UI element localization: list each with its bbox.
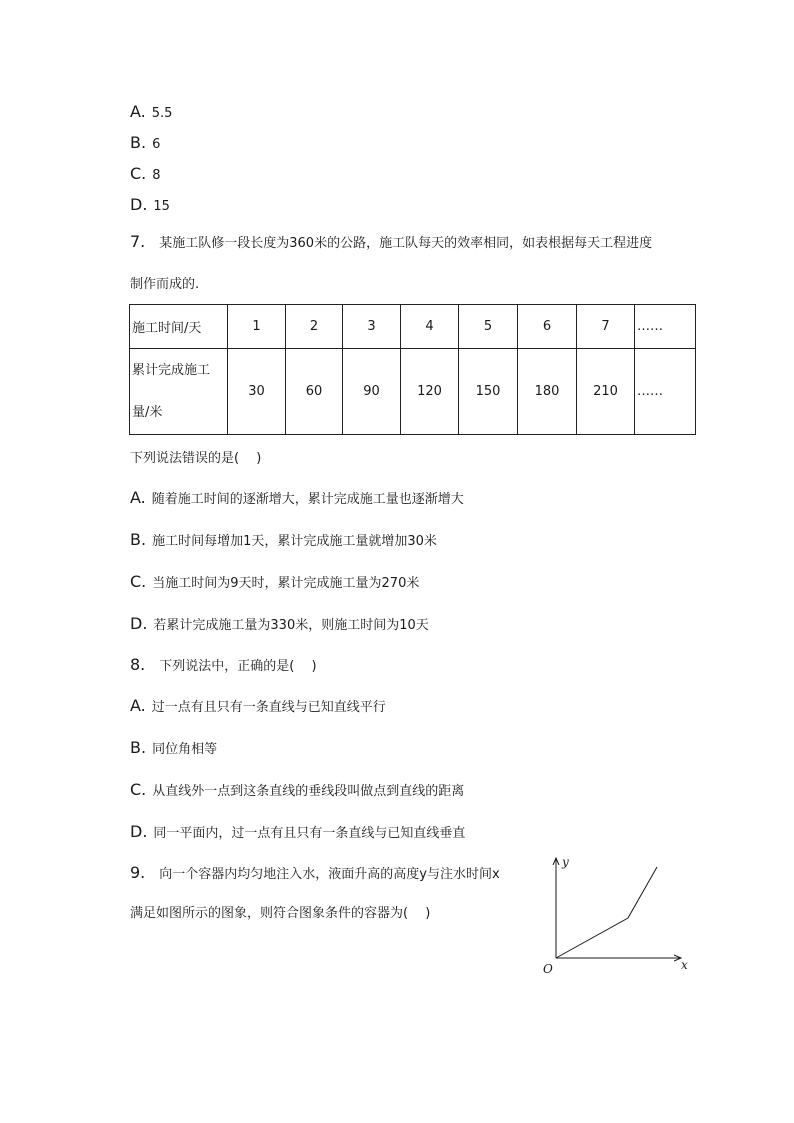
q7-option-a (130, 490, 464, 508)
y-axis-label: y (562, 855, 569, 869)
table-cell: 5 (459, 305, 518, 349)
q7-stem-line1 (130, 233, 652, 253)
option-letter: D. (130, 195, 148, 214)
q6-option-d (130, 197, 170, 215)
option-text: 15 (153, 199, 170, 214)
question-text: 向一个容器内均匀地注入水，液面升高的高度y与注水时间x (159, 867, 500, 882)
option-text: 同位角相等 (152, 742, 218, 757)
question-number: 9. (130, 863, 146, 882)
construction-table (129, 304, 696, 435)
question-text: 某施工队修一段长度为360米的公路，施工队每天的效率相同，如表根据每天工程进度 (159, 236, 653, 251)
option-letter: A. (130, 102, 146, 121)
option-letter: B. (130, 530, 147, 549)
table-cell: 6 (518, 305, 577, 349)
option-text: 5.5 (151, 106, 173, 121)
table-cell: 1 (228, 305, 286, 349)
option-text: 从直线外一点到这条直线的垂线段叫做点到直线的距离 (152, 784, 465, 799)
table-cell: 90 (343, 349, 401, 435)
table-cell: …… (635, 349, 696, 435)
q9-stem-line1 (130, 864, 500, 884)
table-cell: 180 (518, 349, 577, 435)
question-number: 8. (130, 655, 146, 674)
water-level-graph (535, 852, 695, 982)
origin-label: O (543, 962, 553, 976)
option-text: 同一平面内，过一点有且只有一条直线与已知直线垂直 (153, 826, 466, 841)
option-letter: D. (130, 614, 148, 633)
option-letter: C. (130, 780, 147, 799)
q8-option-a (130, 698, 386, 716)
header-line: 量/米 (132, 404, 163, 420)
option-text: 随着施工时间的逐渐增大，累计完成施工量也逐渐增大 (151, 492, 464, 507)
q7-option-d (130, 616, 429, 634)
x-axis-label: x (681, 958, 688, 972)
q6-option-c (130, 166, 161, 184)
q9-stem-line2: 满足如图所示的图象，则符合图象条件的容器为( ) (130, 906, 431, 921)
option-text: 施工时间每增加1天，累计完成施工量就增加30米 (152, 534, 437, 549)
option-text: 若累计完成施工量为330米，则施工时间为10天 (153, 618, 429, 633)
q7-option-c (130, 574, 419, 592)
table-cell: 150 (459, 349, 518, 435)
table-cell: 30 (228, 349, 286, 435)
option-letter: C. (130, 572, 147, 591)
table-cell: 3 (343, 305, 401, 349)
q8-stem (130, 656, 317, 676)
table-header-amount (130, 349, 228, 435)
q7-stem-line2: 制作而成的. (130, 277, 200, 292)
table-header-days: 施工时间/天 (130, 305, 228, 349)
q6-option-b (130, 135, 160, 153)
header-line: 累计完成施工 (132, 362, 211, 378)
table-row-days (130, 305, 696, 349)
table-cell: 7 (577, 305, 635, 349)
option-text: 过一点有且只有一条直线与已知直线平行 (151, 700, 386, 715)
table-cell: 60 (286, 349, 343, 435)
question-number: 7. (130, 232, 146, 251)
graph-line (556, 867, 657, 958)
q8-option-d (130, 824, 465, 842)
table-cell: 210 (577, 349, 635, 435)
option-letter: D. (130, 822, 148, 841)
option-text: 8 (152, 168, 161, 183)
option-letter: A. (130, 696, 146, 715)
option-text: 6 (152, 137, 161, 152)
q6-option-a (130, 104, 172, 122)
q8-option-b (130, 740, 217, 758)
option-letter: C. (130, 164, 147, 183)
option-letter: A. (130, 488, 146, 507)
table-row-amount (130, 349, 696, 435)
table-cell: 2 (286, 305, 343, 349)
q7-option-b (130, 532, 437, 550)
q8-option-c (130, 782, 464, 800)
table-cell: …… (635, 305, 696, 349)
question-text: 下列说法中，正确的是( ) (159, 659, 317, 674)
option-text: 当施工时间为9天时，累计完成施工量为270米 (152, 576, 420, 591)
table-cell: 4 (401, 305, 459, 349)
option-letter: B. (130, 738, 147, 757)
q7-question: 下列说法错误的是( ) (130, 451, 262, 466)
table-cell: 120 (401, 349, 459, 435)
option-letter: B. (130, 133, 147, 152)
